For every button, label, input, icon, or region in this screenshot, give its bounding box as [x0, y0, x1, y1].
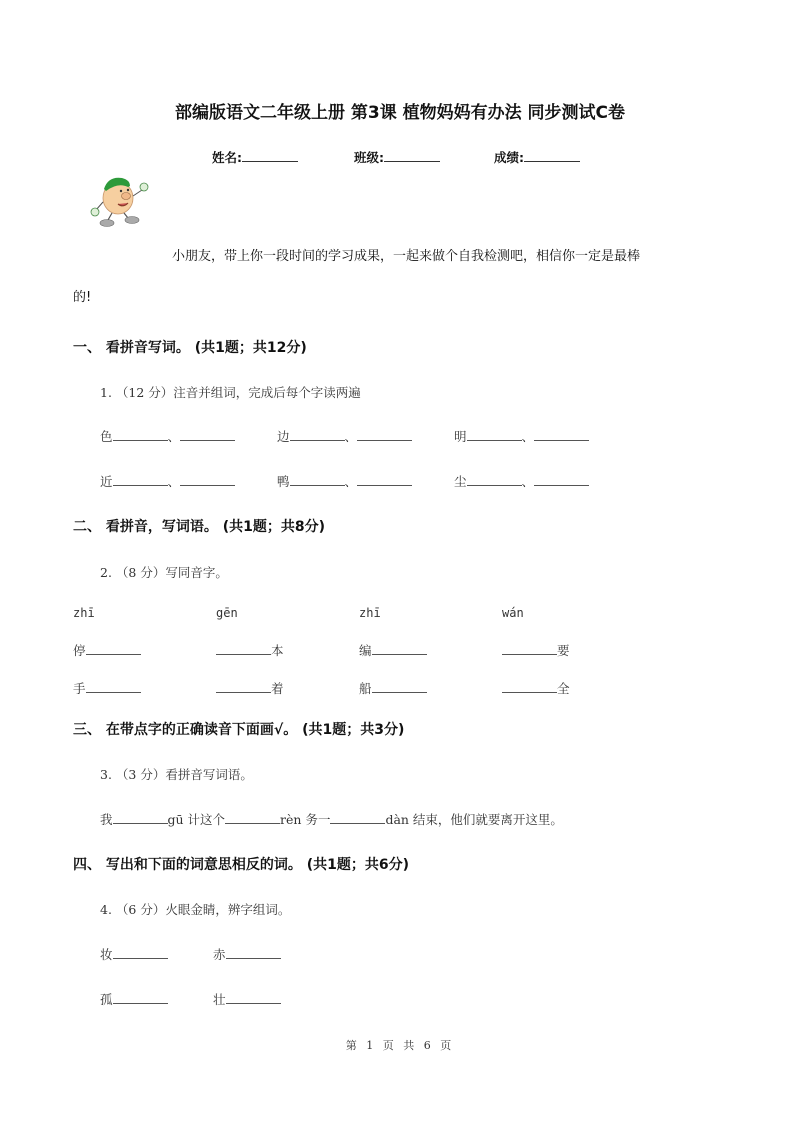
s4-cell: 壮: [213, 990, 281, 1008]
name-field: [212, 148, 298, 166]
page-number: 第 1 页 共 6 页: [345, 1039, 455, 1052]
s2-cell: 着: [216, 679, 284, 697]
score-label: 成绩:: [494, 150, 524, 165]
answer-blank[interactable]: [86, 641, 141, 655]
answer-blank[interactable]: [113, 427, 168, 441]
pinyin-1: zhī: [73, 606, 95, 620]
answer-blank[interactable]: [290, 427, 345, 441]
answer-blank[interactable]: [467, 472, 522, 486]
answer-blank[interactable]: [113, 810, 168, 824]
answer-blank[interactable]: [226, 945, 281, 959]
answer-blank[interactable]: [467, 427, 522, 441]
s2-cell: 编: [359, 641, 427, 659]
s1-row-2-col-3: 尘 、: [454, 472, 589, 490]
answer-blank[interactable]: [216, 641, 271, 655]
class-field: [354, 148, 440, 166]
score-blank: [524, 149, 580, 162]
answer-blank[interactable]: [113, 990, 168, 1004]
class-label: 班级:: [354, 150, 384, 165]
section-2-heading: 二、 看拼音，写词语。 (共1题；共8分): [73, 519, 326, 535]
question-3: 3. （3 分）看拼音写词语。: [100, 767, 253, 782]
s4-cell: 妆: [100, 945, 168, 963]
answer-blank[interactable]: [502, 679, 557, 693]
pinyin-3: zhī: [359, 606, 381, 620]
answer-blank[interactable]: [290, 472, 345, 486]
answer-blank[interactable]: [357, 472, 412, 486]
answer-blank[interactable]: [225, 810, 280, 824]
s4-cell: 赤: [213, 945, 281, 963]
intro-line-2: 的!: [73, 290, 92, 305]
question-1: 1. （12 分）注音并组词，完成后每个字读两遍: [100, 385, 361, 400]
s1-char: 近: [100, 474, 113, 489]
section-3-heading: 三、 在带点字的正确读音下面画√。 (共1题；共3分): [73, 722, 405, 738]
s2-cell: 要: [502, 641, 570, 659]
s1-row-1-col-3: 明 、: [454, 427, 589, 445]
answer-blank[interactable]: [180, 427, 235, 441]
s1-row-2-col-2: 鸭 、: [277, 472, 412, 490]
s2-cell: 本: [216, 641, 284, 659]
score-field: [494, 148, 580, 166]
question-2: 2. （8 分）写同音字。: [100, 565, 228, 580]
answer-blank[interactable]: [226, 990, 281, 1004]
pinyin-4: wán: [502, 606, 524, 620]
answer-blank[interactable]: [113, 945, 168, 959]
s1-char: 明: [454, 429, 467, 444]
s2-cell: 手: [73, 679, 141, 697]
mascot-icon: [88, 172, 156, 230]
pinyin-2: gēn: [216, 606, 238, 620]
answer-blank[interactable]: [180, 472, 235, 486]
answer-blank[interactable]: [113, 472, 168, 486]
s1-char: 尘: [454, 474, 467, 489]
name-label: 姓名:: [212, 150, 242, 165]
s1-char: 边: [277, 429, 290, 444]
answer-blank[interactable]: [357, 427, 412, 441]
s1-char: 鸭: [277, 474, 290, 489]
intro-line-1: 小朋友，带上你一段时间的学习成果，一起来做个自我检测吧，相信你一定是最棒: [172, 249, 641, 264]
s2-cell: 停: [73, 641, 141, 659]
s1-char: 色: [100, 429, 113, 444]
s3-sentence: 我 gū 计这个 rèn 务一 dàn 结束，他们就要离开这里。: [100, 812, 563, 827]
answer-blank[interactable]: [534, 427, 589, 441]
answer-blank[interactable]: [534, 472, 589, 486]
s1-row-2: 近 、: [100, 472, 235, 490]
answer-blank[interactable]: [216, 679, 271, 693]
answer-blank[interactable]: [502, 641, 557, 655]
class-blank: [384, 149, 440, 162]
s4-cell: 孤: [100, 990, 168, 1008]
document-title: 部编版语文二年级上册 第3课 植物妈妈有办法 同步测试C卷: [174, 103, 626, 123]
section-1-heading: 一、 看拼音写词。 (共1题；共12分): [73, 340, 307, 356]
s2-cell: 船: [359, 679, 427, 697]
s1-row-1: 色 、: [100, 427, 235, 445]
s1-row-1-col-2: 边 、: [277, 427, 412, 445]
answer-blank[interactable]: [372, 641, 427, 655]
answer-blank[interactable]: [330, 810, 385, 824]
section-4-heading: 四、 写出和下面的词意思相反的词。 (共1题；共6分): [73, 857, 410, 873]
question-4: 4. （6 分）火眼金睛，辨字组词。: [100, 902, 291, 917]
answer-blank[interactable]: [372, 679, 427, 693]
name-blank: [242, 149, 298, 162]
answer-blank[interactable]: [86, 679, 141, 693]
s2-cell: 全: [502, 679, 570, 697]
